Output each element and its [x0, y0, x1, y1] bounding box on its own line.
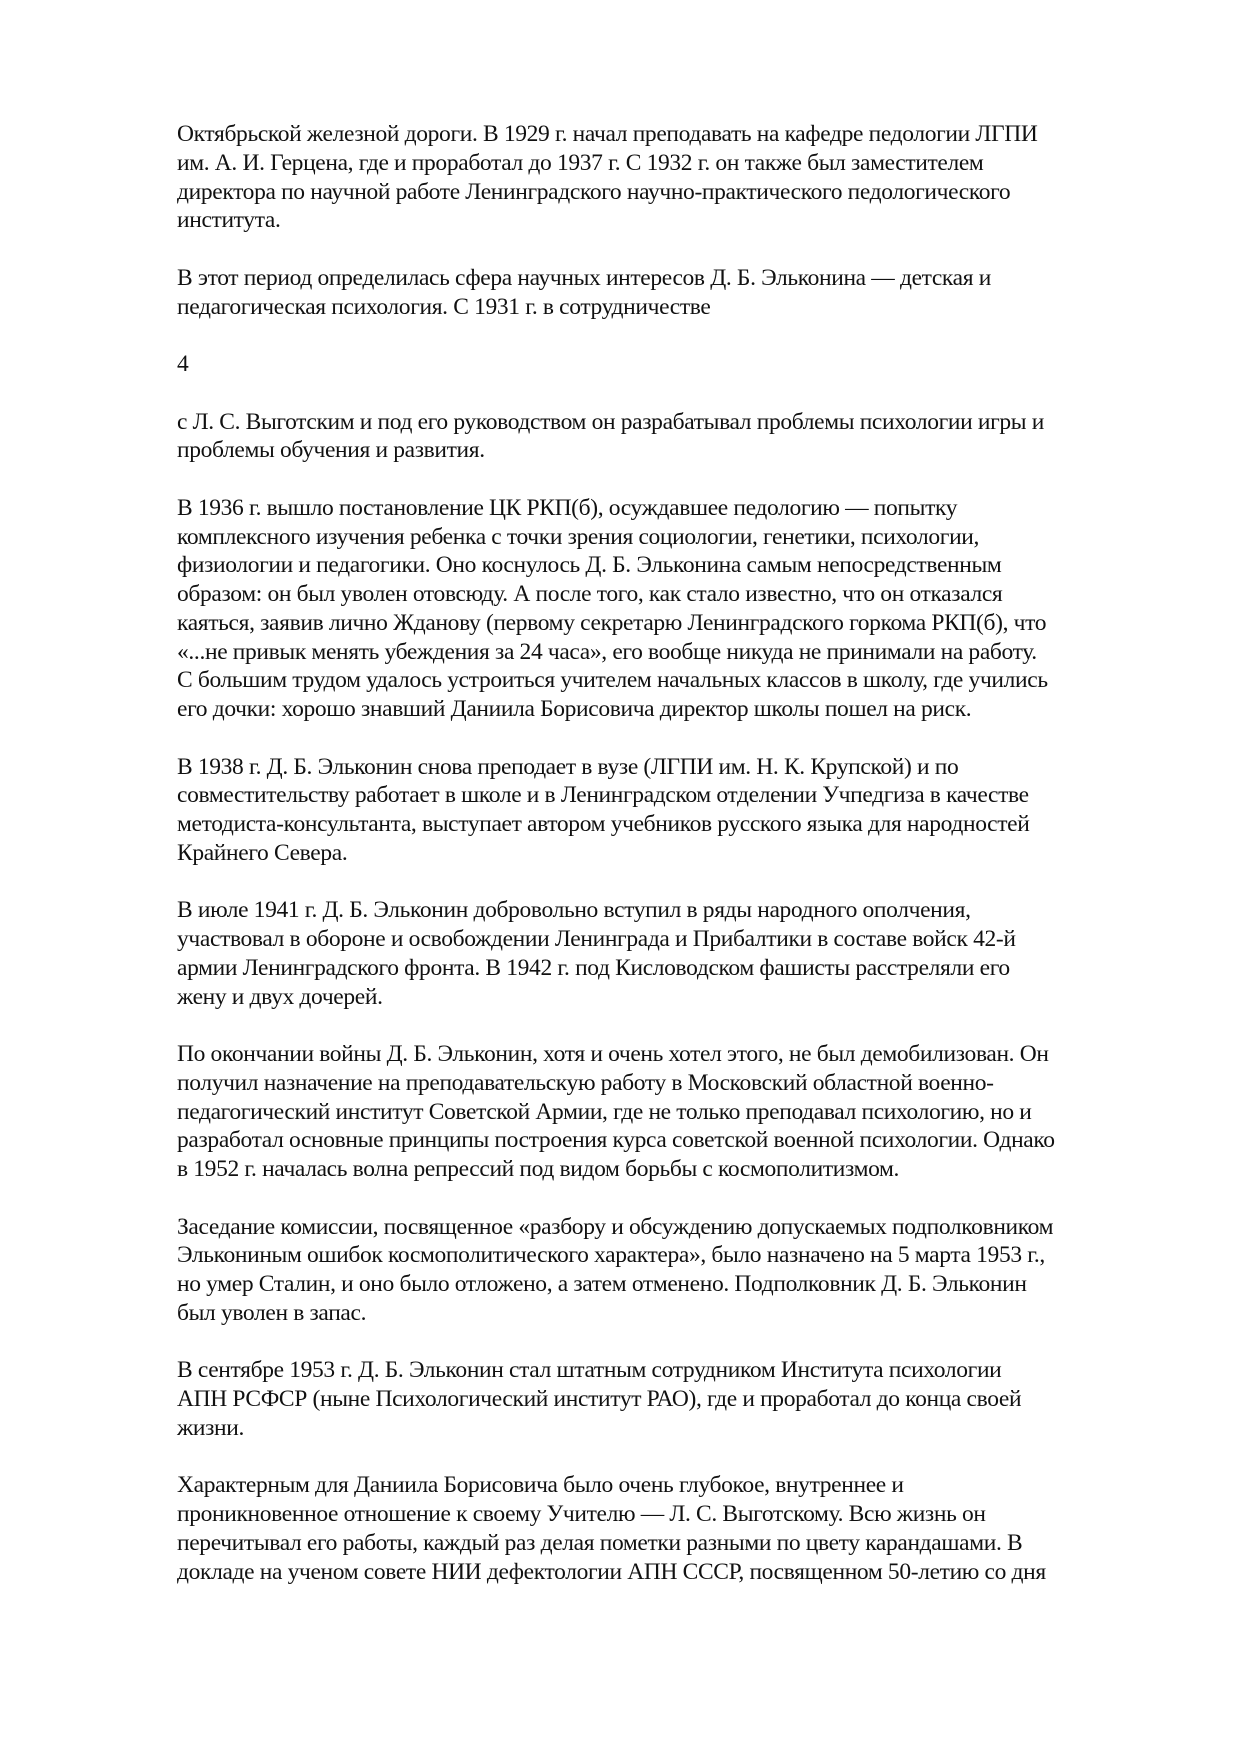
paragraph [177, 896, 1177, 1011]
paragraph [177, 753, 1177, 868]
page-number [177, 350, 1177, 379]
text-line: АПН РСФСР (ныне Психологический институт РАО), где и проработал до конца своей [177, 1386, 1022, 1412]
text-line: В этот период определилась сфера научных интересов Д. Б. Эльконина — детская и [177, 264, 991, 291]
text-line: докладе на ученом совете НИИ дефектологии АПН СССР, посвященном 50-летию со дня [177, 1558, 1046, 1585]
text-line: С большим трудом удалось устроиться учителем начальных классов в школу, где учились [177, 667, 1048, 694]
text-line: перечитывал его работы, каждый раз делая пометки разными по цвету карандашами. В [177, 1529, 1023, 1556]
text-line: проблемы обучения и развития. [177, 437, 485, 464]
paragraph [177, 264, 1177, 322]
text-line: был уволен в запас. [177, 1299, 367, 1326]
paragraph [177, 1213, 1177, 1328]
text-line: жизни. [177, 1414, 245, 1441]
text-line: директора по научной работе Ленинградского научно-практического педологического [177, 178, 1011, 205]
text-line: физиологии и педагогики. Оно коснулось Д. Б. Эльконина самым непосредственным [177, 552, 1002, 579]
paragraph [177, 1471, 1177, 1586]
text-line: его дочки: хорошо знавший Даниила Борисовича директор школы пошел на риск. [177, 696, 972, 722]
text-line: По окончании войны Д. Б. Эльконин, хотя и очень хотел этого, не был демобилизован. Он [177, 1041, 1049, 1067]
paragraph [177, 1356, 1177, 1442]
text-line: В 1936 г. вышло постановление ЦК РКП(б), осуждавшее педологию — попытку [177, 494, 958, 521]
text-line: В сентябре 1953 г. Д. Б. Эльконин стал штатным сотрудником Института психологии [177, 1357, 1002, 1384]
paragraph [177, 1040, 1177, 1184]
paragraph [177, 120, 1177, 235]
text-line: педагогический институт Советской Армии, где не только преподавал психологию, но и [177, 1098, 1032, 1125]
text-line: Элькониным ошибок космополитического характера», было назначено на 5 марта 1953 г., [177, 1242, 1045, 1269]
text-line: института. [177, 207, 281, 234]
text-line: Характерным для Даниила Борисовича было очень глубокое, внутреннее и [177, 1472, 904, 1499]
text-line: Октябрьской железной дороги. В 1929 г. начал преподавать на кафедре педологии ЛГПИ [177, 121, 1038, 147]
text-line: каяться, заявив лично Жданову (первому секретарю Ленинградского горкома РКП(б), что [177, 609, 1047, 636]
paragraph [177, 494, 1177, 724]
text-line: жену и двух дочерей. [177, 983, 383, 1010]
text-line: Крайнего Севера. [177, 839, 348, 866]
text-line: проникновенное отношение к своему Учителю — Л. С. Выготскому. Всю жизнь он [177, 1501, 986, 1527]
text-line: Заседание комиссии, посвященное «разбору и обсуждению допускаемых подполковником [177, 1213, 1054, 1240]
text-line: совместительству работает в школе и в Ленинградском отделении Учпедгиза в качестве [177, 782, 1029, 809]
text-line: методиста-консультанта, выступает автором учебников русского языка для народностей [177, 811, 1030, 837]
paragraph [177, 408, 1177, 466]
document-page [177, 120, 1177, 1615]
text-line: участвовал в обороне и освобождении Ленинграда и Прибалтики в составе войск 42-й [177, 926, 1016, 952]
text-line: «...не привык менять убеждения за 24 часа», его вообще никуда не принимали на работу. [177, 638, 1037, 665]
text-line: армии Ленинградского фронта. В 1942 г. под Кисловодском фашисты расстреляли его [177, 954, 1010, 981]
text-line: педагогическая психология. С 1931 г. в сотрудничестве [177, 293, 711, 320]
text-line: в 1952 г. началась волна репрессий под видом борьбы с космополитизмом. [177, 1156, 900, 1182]
text-line: образом: он был уволен отовсюду. А после того, как стало известно, что он отказался [177, 581, 1003, 607]
text-line: комплексного изучения ребенка с точки зрения социологии, генетики, психологии, [177, 523, 980, 550]
text-line: В июле 1941 г. Д. Б. Эльконин добровольно вступил в ряды народного ополчения, [177, 897, 971, 924]
text-line: им. А. И. Герцена, где и проработал до 1937 г. С 1932 г. он также был заместителем [177, 149, 984, 176]
text-line: разработал основные принципы построения курса советской военной психологии. Однако [177, 1127, 1055, 1154]
text-line: 4 [177, 351, 189, 377]
text-line: получил назначение на преподавательскую работу в Московский областной военно- [177, 1069, 994, 1096]
text-line: с Л. С. Выготским и под его руководством он разрабатывал проблемы психологии игры и [177, 408, 1044, 435]
text-line: В 1938 г. Д. Б. Эльконин снова преподает в вузе (ЛГПИ им. Н. К. Крупской) и по [177, 753, 959, 780]
text-line: но умер Сталин, и оно было отложено, а затем отменено. Подполковник Д. Б. Эльконин [177, 1271, 1027, 1297]
